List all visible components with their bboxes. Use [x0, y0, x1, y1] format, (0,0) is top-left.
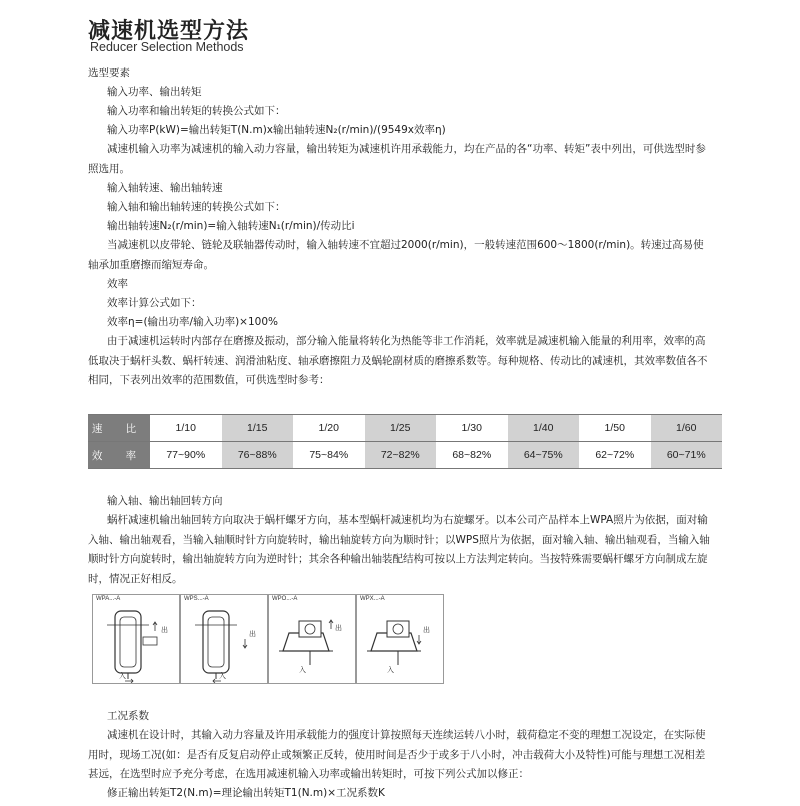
input-label: 入: [387, 666, 394, 674]
output-label: 出: [423, 626, 430, 634]
ratio-row-label: 速 比: [88, 415, 150, 442]
section-heading-selection: 选型要素: [88, 67, 130, 79]
wpo-gearbox-icon: [269, 595, 355, 683]
ratio-row: [88, 415, 722, 442]
efficiency-cell: 77~90%: [150, 442, 222, 469]
page-subtitle: Reducer Selection Methods: [90, 40, 244, 54]
diagram-label: WPO...-A: [272, 596, 298, 602]
ratio-cell: 1/30: [436, 415, 508, 442]
ratio-cell: 1/50: [579, 415, 651, 442]
efficiency-formula: 效率η=(输出功率/输入功率)×100%: [107, 316, 278, 328]
power-torque-intro: 输入功率和输出转矩的转换公式如下：: [107, 105, 286, 117]
speed-description: 当减速机以皮带轮、链轮及联轴器传动时，输入轴转速不宜超过2000(r/min)，一般转速范围600～1800(r/min)。转速过高易使轴承加重磨擦而缩短寿命。: [88, 239, 704, 271]
efficiency-cell: 64~75%: [508, 442, 580, 469]
wps-gearbox-icon: [181, 595, 267, 683]
speed-intro: 输入轴和输出轴转速的转换公式如下：: [107, 201, 286, 213]
ratio-cell: 1/20: [293, 415, 365, 442]
efficiency-description: 由于减速机运转时内部存在磨擦及振动，部分输入能量将转化为热能等非工作消耗，效率就是减速机输入能量的利用率，效率的高低取决于蜗杆头数、蜗杆转速、润滑油粘度、轴承磨擦阻力及蜗轮副材质的磨擦系数等。每种规格、传动比的减速机，其效率数值各不相同，下表列出效率的范围数值，可供选型时参考：: [88, 335, 708, 386]
efficiency-cell: 72~82%: [365, 442, 437, 469]
rotation-description: 蜗杆减速机输出轴回转方向取决于蜗杆螺牙方向，基本型蜗杆减速机均为右旋螺牙。以本公司产品样本上WPA照片为依据，面对输入轴、输出轴观看，当输入轴顺时针方向旋转时，输出轴旋转方向为顺时针；以WPS照片为依据，面对输入轴、输出轴观看，当输入轴顺时针方向旋转时，输出轴旋转方向为逆时针；其余各种输出轴装配结构可按以上方法判定转向。当按特殊需要蜗杆螺牙方向制成左旋时，情况正好相反。: [88, 514, 710, 585]
efficiency-cell: 76~88%: [222, 442, 294, 469]
efficiency-cell: 60~71%: [651, 442, 723, 469]
subheading-power-torque: 输入功率、输出转矩: [107, 86, 202, 98]
subheading-rotation: 输入轴、输出轴回转方向: [107, 495, 223, 507]
ratio-cell: 1/15: [222, 415, 294, 442]
ratio-cell: 1/25: [365, 415, 437, 442]
efficiency-table: [88, 414, 722, 469]
subheading-speed: 输入轴转速、输出轴转速: [107, 182, 223, 194]
ratio-cell: 1/60: [651, 415, 723, 442]
wpx-gearbox-icon: [357, 595, 443, 683]
efficiency-cell: 68~82%: [436, 442, 508, 469]
service-factor-formula: 修正输出转矩T2(N.m)=理论输出转矩T1(N.m)×工况系数K: [107, 787, 385, 799]
page-title: 减速机选型方法: [88, 19, 250, 44]
efficiency-cell: 75~84%: [293, 442, 365, 469]
diagram-wpo: [268, 594, 356, 684]
subheading-service-factor: 工况系数: [107, 710, 149, 722]
diagram-label: WPS...-A: [184, 596, 209, 602]
efficiency-row: [88, 442, 722, 469]
efficiency-intro: 效率计算公式如下：: [107, 297, 202, 309]
diagram-label: WPA...-A: [96, 596, 121, 602]
input-label: 入: [299, 666, 306, 674]
output-label: 出: [249, 630, 256, 638]
power-torque-description: 减速机输入功率为减速机的输入动力容量，输出转矩为减速机许用承载能力，均在产品的各“功率、转矩”表中列出，可供选型时参照选用。: [88, 143, 706, 175]
efficiency-row-label: 效 率: [88, 442, 150, 469]
diagram-wpa: [92, 594, 180, 684]
wpa-gearbox-icon: [93, 595, 179, 683]
efficiency-cell: 62~72%: [579, 442, 651, 469]
ratio-cell: 1/40: [508, 415, 580, 442]
service-factor-description: 减速机在设计时，其输入动力容量及许用承载能力的强度计算按照每天连续运转八小时，载荷稳定不变的理想工况设定，在实际使用时，现场工况(如：是否有反复启动停止或频繁正反转，使用时间是否少于或多于八小时，冲击载荷大小及特性)可能与理想工况相差甚远，在选型时应予充分考虑，在选用减速机输入功率或输出转矩时，可按下列公式加以修正：: [88, 729, 706, 780]
output-label: 出: [161, 626, 168, 634]
ratio-cell: 1/10: [150, 415, 222, 442]
output-label: 出: [335, 624, 342, 632]
diagram-label: WPX...-A: [360, 596, 385, 602]
subheading-efficiency: 效率: [107, 278, 128, 290]
power-torque-formula: 输入功率P(kW)=输出转矩T(N.m)x输出轴转速N₂(r/min)/(9549x效率η): [107, 124, 446, 136]
diagram-wpx: [356, 594, 444, 684]
diagram-wps: [180, 594, 268, 684]
input-label: 入: [119, 672, 126, 680]
input-label: 入: [219, 672, 226, 680]
speed-formula: 输出轴转速N₂(r/min)=输入轴转速N₁(r/min)/传动比i: [107, 220, 355, 232]
